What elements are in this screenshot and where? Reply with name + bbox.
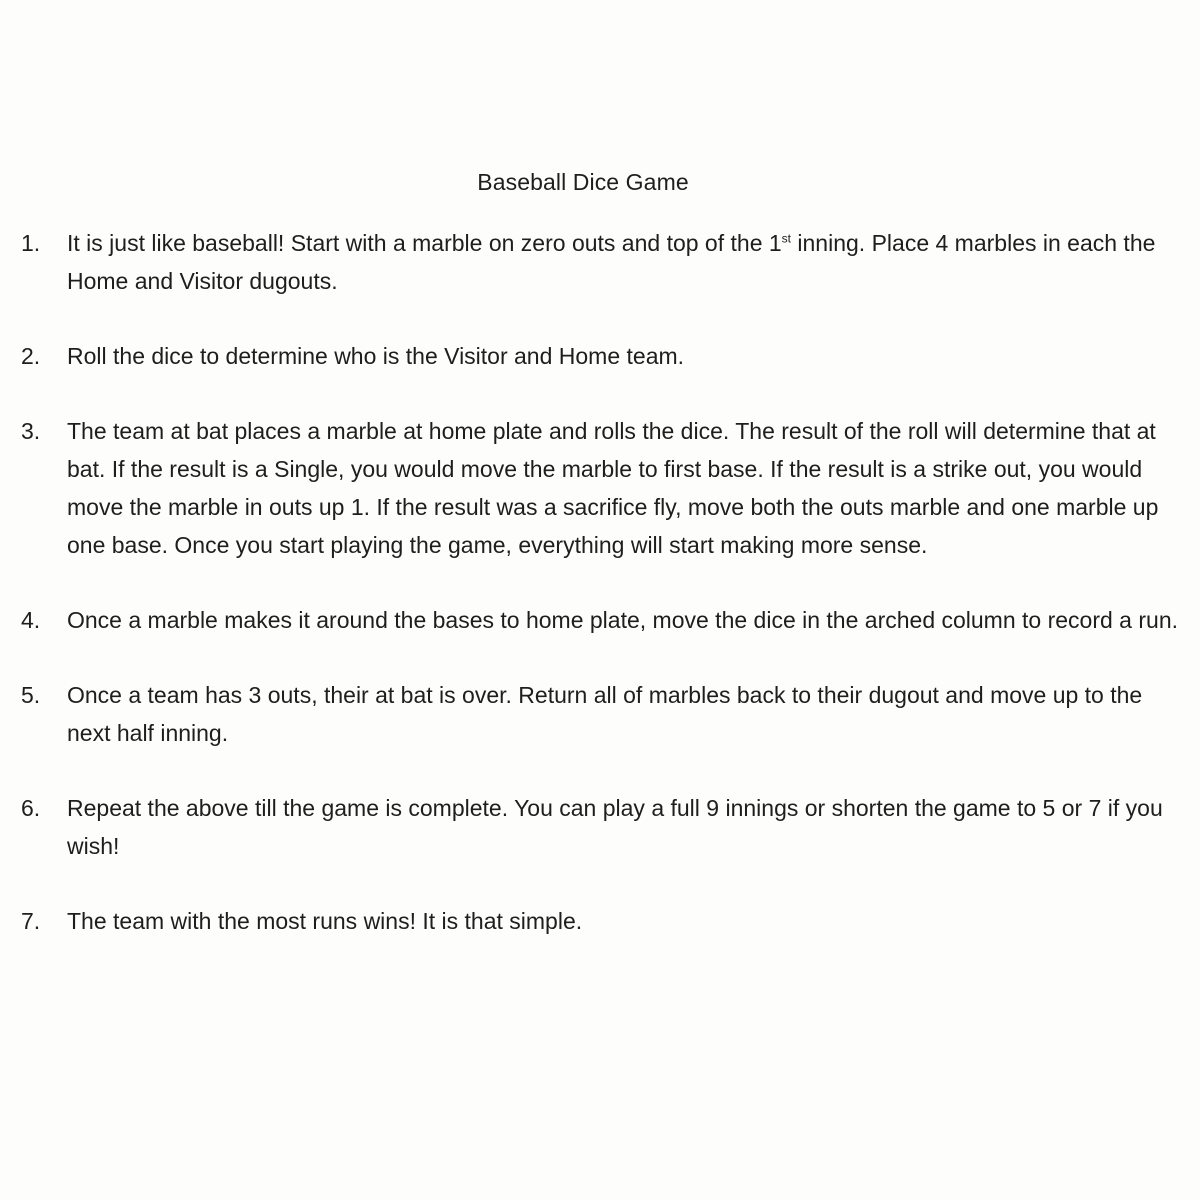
rule-spacer (0, 639, 1200, 676)
rule-text: The team at bat places a marble at home plate and rolls the dice. The result of the roll will determine that at bat. If the result is a Single, you would move the marble to first base. If the result is a strike out, you would move the marble in outs up 1. If the result was a sacrifice fly, move both the outs marble and one marble up one base. Once you start playing the game, everything will start making more sense. (67, 418, 1159, 558)
rule-text: Roll the dice to determine who is the Visitor and Home team. (67, 343, 685, 369)
rule-number: 1. (21, 230, 41, 256)
rule-spacer (0, 865, 1200, 902)
rule-item-1 (0, 224, 1192, 300)
rule-text: Repeat the above till the game is complete. You can play a full 9 innings or shorten the game to 5 or 7 if you wish! (67, 795, 1163, 859)
rule-number: 6. (21, 795, 41, 821)
rule-number: 7. (21, 908, 41, 934)
rule-item-5 (0, 676, 1192, 752)
rule-item-6 (0, 789, 1192, 865)
rule-text (67, 224, 1192, 300)
ordinal-superscript: st (781, 231, 792, 246)
rule-spacer (0, 564, 1200, 601)
rule-text: Once a marble makes it around the bases to home plate, move the dice in the arched column to record a run. (67, 607, 1178, 633)
rule-text: The team with the most runs wins! It is that simple. (67, 908, 583, 934)
rule-spacer (0, 300, 1200, 337)
rule-number: 5. (21, 682, 41, 708)
rule-spacer (0, 375, 1200, 412)
rule-text-part: It is just like baseball! Start with a marble on zero outs and top of the 1 (67, 230, 782, 256)
rule-number: 4. (21, 607, 41, 633)
rule-item-3 (0, 412, 1192, 564)
rule-number: 2. (21, 343, 41, 369)
rule-number: 3. (21, 418, 41, 444)
document-title: Baseball Dice Game (477, 169, 689, 195)
rules-list (0, 224, 1200, 940)
rule-text: Once a team has 3 outs, their at bat is over. Return all of marbles back to their dugout and move up to the next half inning. (67, 682, 1143, 746)
rule-item-2 (0, 337, 1192, 375)
rule-spacer (0, 752, 1200, 789)
rule-item-4 (0, 601, 1192, 639)
rule-item-7 (0, 902, 1192, 940)
rule-text-part: inning. Place 4 marbles in each the Home and Visitor dugouts. (67, 230, 1156, 294)
